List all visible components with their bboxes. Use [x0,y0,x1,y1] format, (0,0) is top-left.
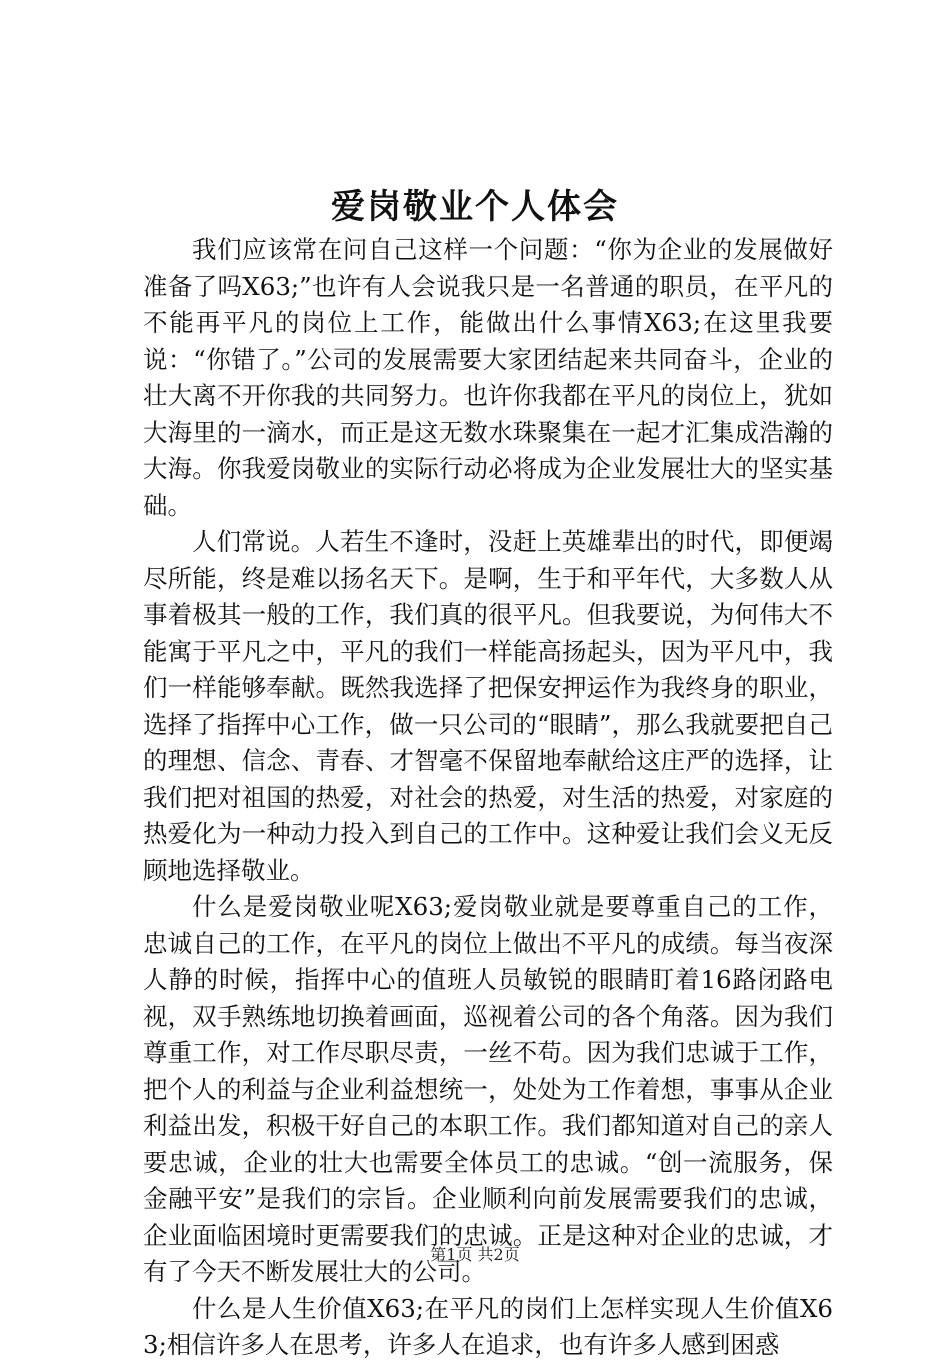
paragraph-2: 人们常说。人若生不逢时，没赶上英雄辈出的时代，即便竭尽所能，终是难以扬名天下。是啊，生于和平年代，大多数人从事着极其一般的工作，我们真的很平凡。但我要说，为何伟大不能寓于平凡之中，平凡的我们一样能高扬起头，因为平凡中，我们一样能够奉献。既然我选择了把保安押运作为我终身的职业，选择了指挥中心工作，做一只公司的“眼睛”，那么我就要把自己的理想、信念、青春、才智毫不保留地奉献给这庄严的选择，让我们把对祖国的热爱，对社会的热爱，对生活的热爱，对家庭的热爱化为一种动力投入到自己的工作中。这种爱让我们会义无反顾地选择敬业。 [143,527,833,885]
document-title: 爱岗敬业个人体会 [331,187,619,227]
document-body [143,232,833,1364]
paragraph-4: 什么是人生价值X63;在平凡的岗们上怎样实现人生价值X63;相信许多人在思考，许多人在追求，也有许多人感到困惑 [143,1293,833,1359]
page-footer [0,1243,950,1267]
paragraph-3: 什么是爱岗敬业呢X63;爱岗敬业就是要尊重自己的工作，忠诚自己的工作，在平凡的岗位上做出不平凡的成绩。每当夜深人静的时候，指挥中心的值班人员敏锐的眼睛盯着16路闭路电视，双手熟练地切换着画面，巡视着公司的各个角落。因为我们尊重工作，对工作尽职尽责，一丝不苟。因为我们忠诚于工作，把个人的利益与企业利益想统一，处处为工作着想，事事从企业利益出发，积极干好自己的本职工作。我们都知道对自己的亲人要忠诚，企业的壮大也需要全体员工的忠诚。“创一流服务，保金融平安”是我们的宗旨。企业顺利向前发展需要我们的忠诚，企业面临困境时更需要我们的忠诚。正是这种对企业的忠诚，才有了今天不断发展壮大的公司。 [143,892,833,1286]
paragraph-1: 我们应该常在问自己这样一个问题：“你为企业的发展做好准备了吗X63;”也许有人会说我只是一名普通的职员，在平凡的不能再平凡的岗位上工作，能做出什么事情X63;在这里我要说：“你错了。”公司的发展需要大家团结起来共同奋斗，企业的壮大离不开你我的共同努力。也许你我都在平凡的岗位上，犹如大海里的一滴水，而正是这无数水珠聚集在一起才汇集成浩瀚的大海。你我爱岗敬业的实际行动必将成为企业发展壮大的坚实基础。 [143,235,833,520]
page-number-label: 第1页 共2页 [430,1245,520,1264]
